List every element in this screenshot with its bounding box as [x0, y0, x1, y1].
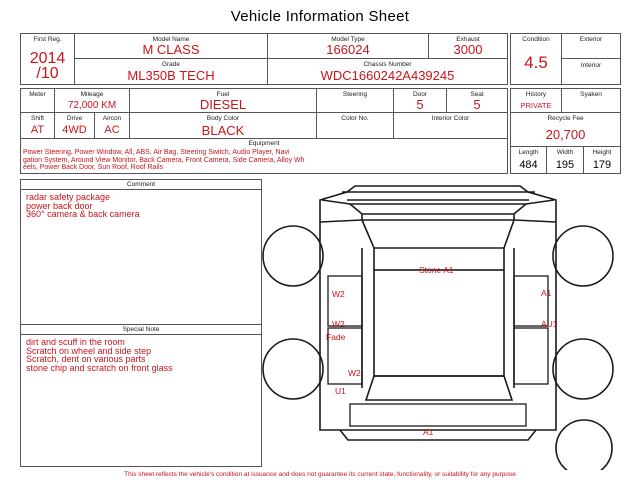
comment-label: Comment — [126, 181, 156, 188]
wheel-rear-left — [263, 339, 323, 399]
equipment-line: Power Steering, Power Window, All, ABS, Air Bag, Steering Switch, Audio Player, Navi — [23, 149, 290, 156]
model-name-cell — [74, 33, 268, 59]
damage-mark-left-w2-bottom: W2 — [348, 368, 361, 378]
special-note-line: Scratch, dent on various parts — [26, 354, 146, 364]
seat-label: Seat — [470, 91, 484, 98]
steering-cell — [316, 88, 394, 113]
recycle-fee-value: 20,700 — [545, 127, 586, 142]
special-note-line: dirt and scuff in the room — [26, 337, 125, 347]
aircon-cell — [94, 112, 130, 139]
damage-mark-bottom-a1: A1 — [423, 427, 434, 437]
condition-value: 4.5 — [524, 53, 548, 72]
damage-mark-left-w2-top: W2 — [332, 289, 345, 299]
model-name-value: M CLASS — [142, 42, 200, 57]
mileage-cell — [54, 88, 130, 113]
grade-label: Grade — [161, 61, 181, 68]
body-color-value: BLACK — [201, 123, 245, 138]
wheel-front-right — [553, 226, 613, 286]
syaken-cell — [561, 88, 621, 113]
steering-label: Steering — [342, 91, 368, 98]
color-no-label: Color No. — [341, 115, 369, 122]
grade-value: ML350B TECH — [127, 68, 215, 83]
comment-line: radar safety package — [26, 192, 111, 202]
history-cell — [510, 88, 562, 113]
exterior-label: Exterior — [579, 36, 603, 43]
height-cell — [583, 146, 621, 174]
width-value: 195 — [555, 159, 575, 171]
width-cell — [546, 146, 584, 174]
special-note-line: Scratch on wheel and side step — [26, 345, 152, 356]
rear-window — [366, 376, 512, 400]
door-rear-right — [514, 328, 548, 384]
model-name-label: Model Name — [152, 36, 190, 43]
width-label: Width — [556, 149, 574, 156]
wheel-rear-right — [553, 339, 613, 399]
height-label: Height — [592, 149, 612, 156]
roof — [374, 270, 504, 376]
equipment-cell — [20, 138, 508, 174]
door-cell — [393, 88, 447, 113]
spare-tire — [556, 420, 612, 470]
disclaimer-footer: This sheet reflects the vehicle's condition at issuance and does not guarantee its current state, functionality, or suitability for any purpose — [124, 471, 516, 478]
length-value: 484 — [519, 159, 538, 171]
exhaust-value: 3000 — [453, 42, 483, 57]
interior-cell — [561, 58, 621, 85]
meter-label: Meter — [29, 91, 46, 98]
damage-mark-left-u1: U1 — [335, 386, 346, 396]
body-color-cell — [129, 112, 317, 139]
interior-color-label: Interior Color — [431, 115, 470, 122]
first-reg-year: 2014 — [29, 50, 66, 67]
car-damage-diagram — [262, 178, 630, 470]
seat-value: 5 — [473, 97, 481, 112]
aircon-label: Aircon — [102, 115, 122, 122]
history-value: PRIVATE — [520, 101, 552, 110]
shift-value: AT — [30, 124, 45, 136]
windshield — [362, 220, 514, 248]
damage-mark-fade: Fade — [326, 332, 346, 342]
drive-cell — [54, 112, 95, 139]
chassis-label: Chassis Number — [363, 61, 412, 68]
shift-cell — [20, 112, 55, 139]
tailgate — [350, 404, 526, 426]
door-value: 5 — [416, 97, 424, 112]
condition-label: Condition — [522, 36, 550, 43]
body-color-label: Body Color — [206, 115, 240, 122]
syaken-label: Syaken — [580, 91, 602, 98]
page-title: Vehicle Information Sheet — [230, 8, 410, 25]
chassis-cell — [267, 58, 508, 85]
comment-line: power back door — [26, 200, 93, 211]
special-note-label: Special Note — [122, 326, 160, 333]
wheel-front-left — [263, 226, 323, 286]
damage-mark-right-a1: A1 — [541, 288, 552, 298]
first-reg-month: /10 — [36, 65, 59, 82]
exhaust-cell — [428, 33, 508, 59]
interior-color-cell — [393, 112, 508, 139]
special-note-box — [20, 324, 262, 467]
interior-label: Interior — [580, 62, 602, 69]
shift-label: Shift — [30, 115, 44, 122]
meter-cell — [20, 88, 55, 113]
first-reg-label: First Reg. — [33, 36, 62, 43]
model-type-label: Model Type — [331, 36, 365, 43]
length-cell — [510, 146, 547, 174]
history-label: History — [525, 91, 547, 98]
rear-bumper — [340, 430, 536, 440]
comment-line: 360° camera & back camera — [26, 209, 140, 219]
drive-label: Drive — [66, 115, 83, 122]
recycle-fee-label: Recycle Fee — [547, 115, 584, 122]
mileage-label: Mileage — [80, 91, 104, 98]
exhaust-label: Exhaust — [456, 36, 480, 43]
comment-box — [20, 179, 262, 325]
first-reg-cell — [20, 33, 75, 85]
chassis-value: WDC1660242A439245 — [320, 68, 455, 83]
condition-cell — [510, 33, 562, 85]
mileage-value: 72,000 KM — [67, 100, 117, 111]
length-label: Length — [518, 149, 539, 156]
exterior-cell — [561, 33, 621, 59]
model-type-cell — [267, 33, 429, 59]
equipment-label: Equipment — [248, 140, 280, 147]
drive-value: 4WD — [62, 124, 87, 136]
aircon-value: AC — [104, 124, 120, 136]
seat-cell — [446, 88, 508, 113]
special-note-line: stone chip and scratch on front glass — [26, 362, 173, 373]
car-body-outline — [320, 186, 556, 430]
color-no-cell — [316, 112, 394, 139]
equipment-line: gation System, Around View Monitor, Back Camera, Front Camera, Side Camera, Alloy Wh — [23, 156, 305, 164]
fuel-label: Fuel — [216, 91, 230, 98]
equipment-line: eels, Power Back Door, Sun Roof, Roof Rails — [23, 164, 164, 171]
recycle-fee-cell — [510, 112, 621, 147]
damage-mark-right-au1: AU1 — [541, 319, 558, 329]
model-type-value: 166024 — [326, 42, 370, 57]
damage-mark-stone-a1: Stone A1 — [419, 265, 454, 275]
fuel-cell — [129, 88, 317, 113]
damage-mark-left-w2-fade: W2 — [332, 319, 345, 329]
grade-cell — [74, 58, 268, 85]
fuel-value: DIESEL — [199, 97, 247, 112]
hood — [350, 204, 526, 214]
door-label: Door — [412, 91, 428, 98]
height-value: 179 — [592, 159, 612, 171]
